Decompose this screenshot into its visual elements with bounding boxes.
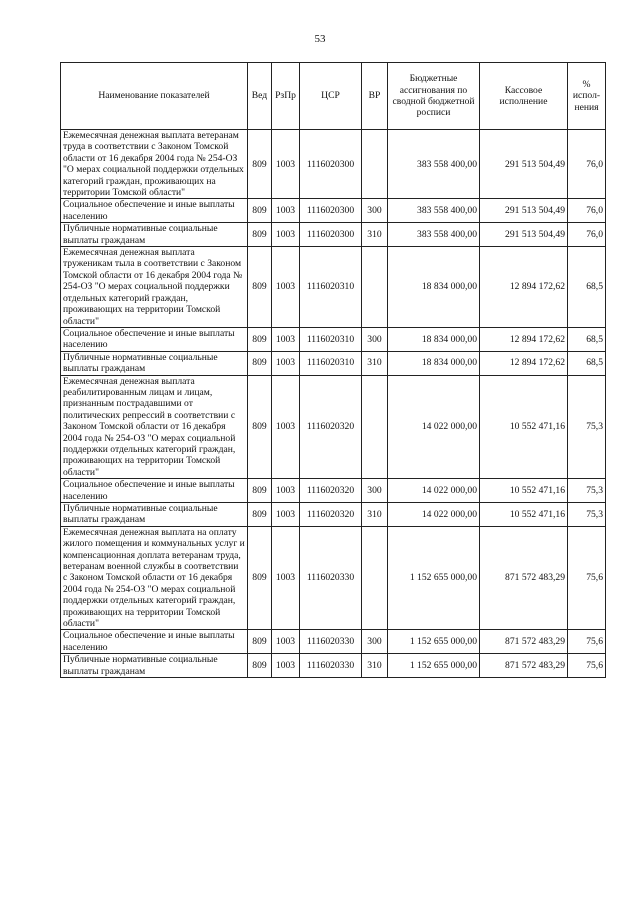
row-kassa: 12 894 172,62 [480, 351, 568, 375]
row-rzpr: 1003 [272, 351, 300, 375]
row-kassa: 871 572 483,29 [480, 654, 568, 678]
row-rzpr: 1003 [272, 130, 300, 199]
row-vr: 300 [362, 479, 388, 503]
row-kassa: 291 513 504,49 [480, 223, 568, 247]
header-budget: Бюджетные ассигнования по сводной бюджетной росписи [388, 63, 480, 130]
budget-execution-table [60, 62, 606, 678]
row-rzpr: 1003 [272, 247, 300, 328]
row-name: Публичные нормативные социальные выплаты гражданам [61, 351, 248, 375]
row-pct: 75,3 [568, 479, 606, 503]
row-vr: 300 [362, 199, 388, 223]
row-csr: 1116020300 [300, 199, 362, 223]
row-csr: 1116020330 [300, 630, 362, 654]
header-rzpr: РзПр [272, 63, 300, 130]
row-budget: 18 834 000,00 [388, 247, 480, 328]
row-pct: 75,3 [568, 375, 606, 479]
row-budget: 18 834 000,00 [388, 327, 480, 351]
row-ved: 809 [248, 223, 272, 247]
row-name: Ежемесячная денежная выплата труженикам тыла в соответствии с Законом Томской области от 16 декабря 2004 года № 254-ОЗ "О мерах социальной поддержки отдельных категорий граждан, проживающих на территории Томской области" [61, 247, 248, 328]
row-ved: 809 [248, 375, 272, 479]
row-rzpr: 1003 [272, 654, 300, 678]
table-row [61, 351, 606, 375]
row-pct: 75,3 [568, 503, 606, 527]
table-row [61, 479, 606, 503]
row-budget: 14 022 000,00 [388, 479, 480, 503]
table-row [61, 630, 606, 654]
row-ved: 809 [248, 199, 272, 223]
row-kassa: 12 894 172,62 [480, 247, 568, 328]
row-pct: 68,5 [568, 327, 606, 351]
row-csr: 1116020300 [300, 130, 362, 199]
row-csr: 1116020320 [300, 375, 362, 479]
row-ved: 809 [248, 130, 272, 199]
row-ved: 809 [248, 327, 272, 351]
row-ved: 809 [248, 247, 272, 328]
row-kassa: 10 552 471,16 [480, 479, 568, 503]
row-pct: 68,5 [568, 247, 606, 328]
row-rzpr: 1003 [272, 479, 300, 503]
row-vr: 300 [362, 630, 388, 654]
row-csr: 1116020330 [300, 526, 362, 630]
row-ved: 809 [248, 654, 272, 678]
row-kassa: 871 572 483,29 [480, 630, 568, 654]
row-name: Социальное обеспечение и иные выплаты населению [61, 199, 248, 223]
table-header-row [61, 63, 606, 130]
row-vr [362, 130, 388, 199]
row-ved: 809 [248, 526, 272, 630]
row-name: Ежемесячная денежная выплата ветеранам труда в соответствии с Законом Томской области от 16 декабря 2004 года № 254-ОЗ "О мерах социальной поддержки отдельных категорий граждан, проживающих на территории Томской области" [61, 130, 248, 199]
row-vr [362, 526, 388, 630]
row-name: Социальное обеспечение и иные выплаты населению [61, 327, 248, 351]
row-vr: 300 [362, 327, 388, 351]
header-name: Наименование показателей [61, 63, 248, 130]
table-row [61, 247, 606, 328]
row-vr [362, 247, 388, 328]
row-rzpr: 1003 [272, 630, 300, 654]
table-row [61, 130, 606, 199]
row-name: Публичные нормативные социальные выплаты гражданам [61, 223, 248, 247]
table-row [61, 327, 606, 351]
row-kassa: 291 513 504,49 [480, 130, 568, 199]
row-rzpr: 1003 [272, 375, 300, 479]
row-ved: 809 [248, 503, 272, 527]
row-pct: 76,0 [568, 130, 606, 199]
table-row [61, 199, 606, 223]
row-kassa: 10 552 471,16 [480, 503, 568, 527]
row-csr: 1116020310 [300, 247, 362, 328]
row-name: Публичные нормативные социальные выплаты гражданам [61, 503, 248, 527]
header-csr: ЦСР [300, 63, 362, 130]
row-budget: 383 558 400,00 [388, 223, 480, 247]
row-kassa: 291 513 504,49 [480, 199, 568, 223]
row-rzpr: 1003 [272, 503, 300, 527]
row-name: Ежемесячная денежная выплата на оплату жилого помещения и коммунальных услуг и компенсационная доплата ветеранам труда, ветеранам военной службы в соответствии с Законом Томской области от 16 декабря 2004 года № 254-ОЗ "О мерах социальной поддержки отдельных категорий граждан, проживающих на территории Томской области" [61, 526, 248, 630]
row-rzpr: 1003 [272, 199, 300, 223]
row-budget: 14 022 000,00 [388, 503, 480, 527]
row-rzpr: 1003 [272, 327, 300, 351]
row-ved: 809 [248, 630, 272, 654]
row-csr: 1116020310 [300, 327, 362, 351]
row-csr: 1116020320 [300, 503, 362, 527]
row-kassa: 12 894 172,62 [480, 327, 568, 351]
table-row [61, 526, 606, 630]
row-budget: 14 022 000,00 [388, 375, 480, 479]
row-name: Социальное обеспечение и иные выплаты населению [61, 479, 248, 503]
row-pct: 68,5 [568, 351, 606, 375]
row-budget: 1 152 655 000,00 [388, 526, 480, 630]
row-pct: 75,6 [568, 654, 606, 678]
row-name: Ежемесячная денежная выплата реабилитированным лицам и лицам, признанным пострадавшими от политических репрессий в соответствии с Законом Томской области от 16 декабря 2004 года № 254-ОЗ "О мерах социальной поддержки отдельных категорий граждан, проживающих на территории Томской области" [61, 375, 248, 479]
row-ved: 809 [248, 351, 272, 375]
header-vr: ВР [362, 63, 388, 130]
table-row [61, 503, 606, 527]
row-pct: 76,0 [568, 199, 606, 223]
row-ved: 809 [248, 479, 272, 503]
row-rzpr: 1003 [272, 223, 300, 247]
header-ved: Вед [248, 63, 272, 130]
table-row [61, 654, 606, 678]
row-budget: 1 152 655 000,00 [388, 654, 480, 678]
row-vr: 310 [362, 351, 388, 375]
row-vr: 310 [362, 223, 388, 247]
row-budget: 18 834 000,00 [388, 351, 480, 375]
row-pct: 76,0 [568, 223, 606, 247]
row-vr [362, 375, 388, 479]
row-name: Социальное обеспечение и иные выплаты населению [61, 630, 248, 654]
row-csr: 1116020300 [300, 223, 362, 247]
row-kassa: 10 552 471,16 [480, 375, 568, 479]
row-csr: 1116020310 [300, 351, 362, 375]
row-csr: 1116020330 [300, 654, 362, 678]
row-budget: 1 152 655 000,00 [388, 630, 480, 654]
table-row [61, 223, 606, 247]
header-pct: % испол-нения [568, 63, 606, 130]
row-csr: 1116020320 [300, 479, 362, 503]
row-name: Публичные нормативные социальные выплаты гражданам [61, 654, 248, 678]
row-pct: 75,6 [568, 630, 606, 654]
header-kassa: Кассовое исполнение [480, 63, 568, 130]
row-vr: 310 [362, 654, 388, 678]
row-budget: 383 558 400,00 [388, 199, 480, 223]
row-kassa: 871 572 483,29 [480, 526, 568, 630]
page-number: 53 [314, 33, 326, 45]
row-vr: 310 [362, 503, 388, 527]
table-row [61, 375, 606, 479]
row-pct: 75,6 [568, 526, 606, 630]
row-rzpr: 1003 [272, 526, 300, 630]
row-budget: 383 558 400,00 [388, 130, 480, 199]
